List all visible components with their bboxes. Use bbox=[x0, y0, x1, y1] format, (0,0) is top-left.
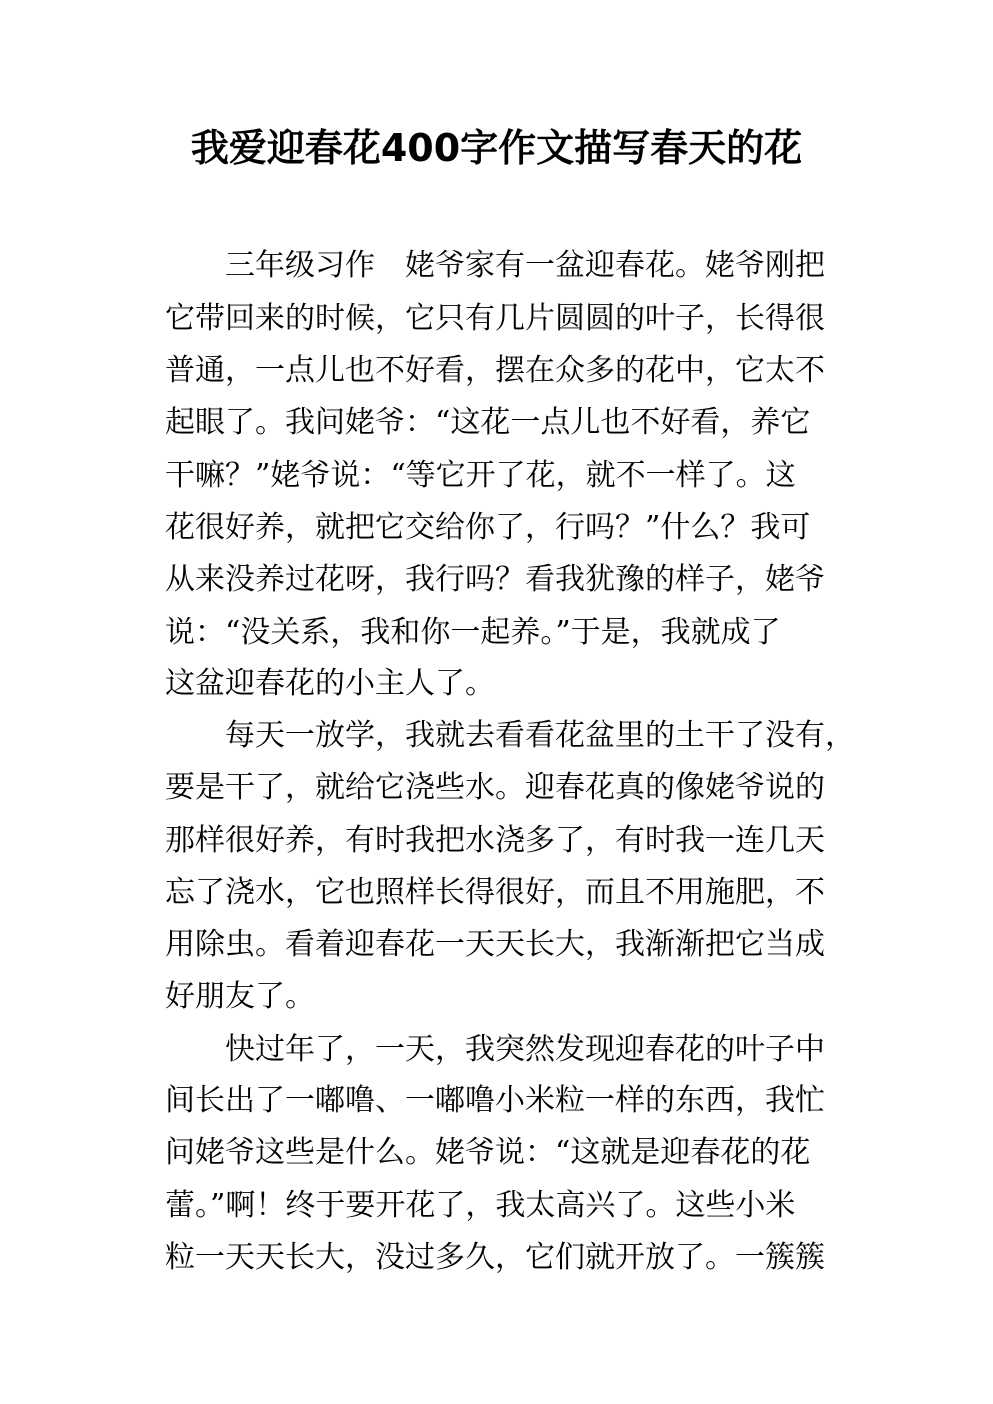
page-title: 我爱迎春花400字作文描写春天的花 bbox=[190, 126, 803, 170]
text-line: 起眼了。我问姥爷：“这花一点儿也不好看，养它 bbox=[165, 405, 811, 440]
text-line: 要是干了，就给它浇些水。迎春花真的像姥爷说的 bbox=[165, 770, 825, 805]
text-line: 它带回来的时候，它只有几片圆圆的叶子，长得很 bbox=[165, 301, 825, 336]
text-line: 间长出了一嘟噜、一嘟噜小米粒一样的东西，我忙 bbox=[165, 1083, 825, 1118]
text-line: 蕾。”啊！终于要开花了，我太高兴了。这些小米 bbox=[165, 1188, 796, 1223]
text-line: 问姥爷这些是什么。姥爷说：“这就是迎春花的花 bbox=[165, 1135, 811, 1170]
text-line: 普通，一点儿也不好看，摆在众多的花中，它太不 bbox=[165, 353, 825, 388]
text-line: 干嘛？”姥爷说：“等它开了花，就不一样了。这 bbox=[165, 458, 796, 493]
text-line: 从来没养过花呀，我行吗？看我犹豫的样子，姥爷 bbox=[165, 562, 825, 597]
text-line: 快过年了，一天，我突然发现迎春花的叶子中 bbox=[165, 1032, 825, 1067]
text-line: 忘了浇水，它也照样长得很好，而且不用施肥，不 bbox=[165, 875, 825, 910]
text-line: 好朋友了。 bbox=[165, 979, 315, 1014]
text-line: 花很好养，就把它交给你了，行吗？”什么？我可 bbox=[165, 510, 811, 545]
text-line: 三年级习作 姥爷家有一盆迎春花。姥爷刚把 bbox=[165, 248, 825, 283]
text-line: 说：“没关系，我和你一起养。”于是，我就成了 bbox=[165, 615, 781, 650]
text-line: 每天一放学，我就去看看花盆里的土干了没有， bbox=[165, 718, 855, 753]
text-line: 粒一天天长大，没过多久，它们就开放了。一簇簇 bbox=[165, 1240, 825, 1275]
text-line: 用除虫。看着迎春花一天天长大，我渐渐把它当成 bbox=[165, 927, 825, 962]
text-line: 那样很好养，有时我把水浇多了，有时我一连几天 bbox=[165, 823, 825, 858]
text-line: 这盆迎春花的小主人了。 bbox=[165, 666, 495, 701]
